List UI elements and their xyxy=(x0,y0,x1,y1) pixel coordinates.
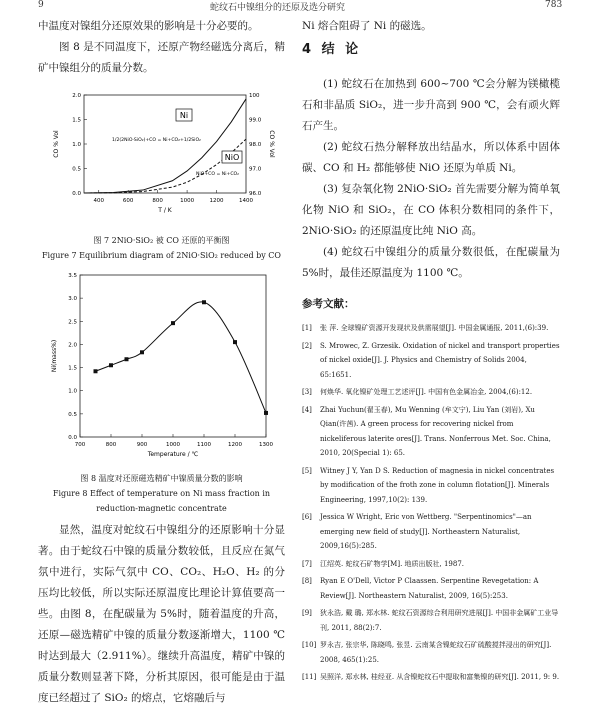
x-tick-label: 800 xyxy=(152,198,163,204)
left-para-1: 中温度对镍组分还原效果的影响是十分必要的。 xyxy=(38,20,259,32)
reference-number: [2] xyxy=(302,341,312,350)
series-line xyxy=(84,139,246,193)
reference-text: Witney J Y, Yan D S. Reduction of magnesia in nickel concentrates by modification of the froth zone in column flotation[J]. Minerals Engineering, 1997,10(2): 139. xyxy=(320,466,555,504)
x-tick-label: 1400 xyxy=(239,198,253,204)
series-line xyxy=(84,99,246,193)
reference-text: 江绍英. 蛇纹石矿物学[M]. 地质出版社, 1987. xyxy=(320,559,465,568)
reference-text: 何焕华. 氧化镍矿处理工艺述评[J]. 中国有色金属冶金, 2004,(6):12. xyxy=(320,388,533,396)
y-tick-label: 1.0 xyxy=(68,388,77,395)
references-title: 参考文献： xyxy=(302,298,355,310)
reference-item xyxy=(302,510,560,554)
reference-item xyxy=(302,638,560,667)
conclusion-3: (3) 复杂氧化物 2NiO·SiO₂ 首先需要分解为简单氧化物 NiO 和 SiO₂，在 CO 体积分数相同的条件下，2NiO·SiO₂ 的还原温度比纯 NiO 高。 xyxy=(302,183,560,237)
reference-text: 张 萍. 全球镍矿资源开发现状及供需展望[J]. 中国金属通报, 2011,(6):39. xyxy=(320,324,549,332)
reference-number: [4] xyxy=(302,405,312,414)
data-point-marker xyxy=(125,357,129,361)
data-point-marker xyxy=(171,321,175,325)
left-para-3: 显然，温度对蛇纹石中镍组分的还原影响十分显著。由于蛇纹石中镍的质量分数较低，且反应在氮气氛中进行，实际气氛中 CO、CO₂、H₂O、H₂ 的分压均比较低，所以实际还原温度比理论计算值要高一些。由图 8，在配碳量为 5%时，随着温度的升高，还原—磁选精矿中镍的质量分数逐渐增大，1100 ℃时达到最大（2.911%）。继续升高温度，精矿中镍的质量分数则显著下降，分析其原因，很可能是由于温度已经超过了 SiO₂ 的熔点，它熔融后与 xyxy=(38,524,285,704)
figure-8-chart xyxy=(38,267,285,463)
reference-number: [7] xyxy=(302,559,312,568)
header-title: 蛇纹石中镍组分的还原及选分研究 xyxy=(210,3,346,13)
series-label: 1/2(2NiO·SiO₂)+CO = Ni+CO₂+1/2SiO₂ xyxy=(112,138,201,143)
y-tick-label: 1.5 xyxy=(72,117,81,124)
reference-item xyxy=(302,339,560,383)
reference-number: [6] xyxy=(302,513,312,521)
reference-text: 狄永浩, 戴 璐, 郑水林. 蛇纹石资源综合利用研究进展[J]. 中国非金属矿工业导刊, 2011, 88(2):7. xyxy=(320,609,559,632)
x-tick-label: 400 xyxy=(93,198,104,204)
reference-number: [5] xyxy=(302,466,312,475)
figure-8-caption-en: Figure 8 Effect of temperature on Ni mass fraction in reduction-magnetic concentrate xyxy=(52,489,271,513)
figure-7-caption-cn: 图 7 2NiO·SiO₂ 被 CO 还原的平衡图 xyxy=(93,236,230,245)
reference-number: [8] xyxy=(302,577,312,585)
conclusion-4: (4) 蛇纹石中镍组分的质量分数很低，在配碳量为 5%时，最佳还原温度为 1100 ℃。 xyxy=(302,246,560,279)
data-point-marker xyxy=(202,300,206,304)
reference-text: Ryan E O'Dell, Victor P Claassen. Serpentine Revegetation: A Review[J]. Northeastern Naturalist, 2009, 16(5):253. xyxy=(320,577,539,600)
x-axis-label: Temperature / ℃ xyxy=(147,451,199,458)
x-tick-label: 1200 xyxy=(228,442,242,448)
y-tick-label: 0.0 xyxy=(72,191,81,197)
figure-7-caption-en: Figure 7 Equilibrium diagram of 2NiO·SiO₂ reduced by CO xyxy=(42,251,281,260)
header-left: 9 xyxy=(38,0,44,10)
y-tick-label: 2.0 xyxy=(72,93,81,99)
reference-text: Zhai Yuchun(翟玉春), Mu Wenning (牟文宁), Liu Yan (刘岩), Xu Qian(许茜). A green process for recovering nickel from nickeliferous laterite ores[J]. Trans. Nonferrous Met. Soc. China, 2010, 20(Special 1): 65. xyxy=(320,405,551,457)
conclusion-1: (1) 蛇纹石在加热到 600~700 ℃会分解为镁橄榄石和非晶质 SiO₂，进一步升高到 900 ℃，会有顽火辉石产生。 xyxy=(302,78,560,132)
plot-frame xyxy=(84,95,246,193)
x-tick-label: 800 xyxy=(105,442,117,448)
reference-text: 吴照洋, 郑水林, 桂经亚. 从含镍蛇纹石中提取和富集镍的研究[J]. 2011, 9: 9. xyxy=(320,673,560,681)
plot-frame xyxy=(80,275,266,437)
y-right-tick-label: 100 xyxy=(249,93,260,99)
x-tick-label: 600 xyxy=(122,198,134,204)
x-tick-label: 1100 xyxy=(197,442,211,448)
series-line xyxy=(96,302,267,413)
reference-item xyxy=(302,606,560,635)
right-para-0: Ni 熔合阻碍了 Ni 的磁选。 xyxy=(302,20,432,32)
y-tick-label: 0.5 xyxy=(72,166,81,173)
y-tick-label: 3.5 xyxy=(68,273,77,279)
reference-list xyxy=(302,321,560,685)
y-tick-label: 2.0 xyxy=(68,342,77,349)
figure-8 xyxy=(38,267,285,516)
y-right-tick-label: 99.0 xyxy=(249,117,262,124)
reference-item xyxy=(302,557,560,572)
y-tick-label: 0.5 xyxy=(68,411,77,418)
page-number: 783 xyxy=(545,0,563,10)
reference-number: [3] xyxy=(302,388,312,396)
series-label: NiO+CO = Ni+CO₂ xyxy=(196,172,239,177)
left-column xyxy=(38,16,285,709)
left-para-2: 图 8 是不同温度下，还原产物经磁选分离后，精矿中镍组分的质量分数。 xyxy=(38,41,285,74)
data-point-marker xyxy=(264,411,268,415)
y-axis-label: Ni(mass%) xyxy=(51,339,58,373)
y-right-tick-label: 97.0 xyxy=(249,166,262,173)
reference-item xyxy=(302,464,560,508)
figure-7 xyxy=(38,85,285,263)
x-tick-label: 1000 xyxy=(180,198,195,204)
reference-number: [11] xyxy=(302,673,317,681)
y-tick-label: 1.0 xyxy=(72,142,81,148)
x-tick-label: 1200 xyxy=(209,198,224,204)
y-tick-label: 3.0 xyxy=(68,296,77,303)
reference-text: S. Mrowec, Z. Grzesik. Oxidation of nickel and transport properties of nickel oxide[J]. J. Physics and Chemistry of Solids 2004, 65:1651. xyxy=(320,341,560,379)
figure-7-chart xyxy=(38,85,285,225)
reference-number: [1] xyxy=(302,324,312,332)
data-point-marker xyxy=(94,369,98,373)
x-tick-label: 1300 xyxy=(259,442,273,448)
data-point-marker xyxy=(140,350,144,354)
reference-item xyxy=(302,321,560,336)
reference-item xyxy=(302,574,560,603)
conclusion-2: (2) 蛇纹石热分解释放出结晶水，所以体系中固体碳、CO 和 H₂ 都能够使 NiO 还原为单质 Ni。 xyxy=(302,141,560,174)
data-point-marker xyxy=(109,363,113,367)
y-tick-label: 0.0 xyxy=(68,435,77,441)
x-tick-label: 700 xyxy=(74,442,86,448)
reference-text: Jessica W Wright, Eric von Wettberg. "Serpentinomics"—an emerging new field of study[J]. Northeastern Naturalist, 2009,16(5):285. xyxy=(320,513,532,550)
y-right-tick-label: 96.0 xyxy=(249,191,262,197)
right-column xyxy=(302,16,560,688)
reference-item xyxy=(302,403,560,461)
y-axis-label-right: CO % Vol xyxy=(268,130,275,158)
y-axis-label: CO % Vol xyxy=(53,130,60,158)
y-tick-label: 1.5 xyxy=(68,365,77,372)
reference-text: 罗永吉, 张宗华, 陈晓鸣, 张昱. 云南某含镍蛇纹石矿硫酸搅拌浸出的研究[J]. 2008, 465(1):25. xyxy=(320,641,552,664)
figure-8-caption-cn: 图 8 温度对还原磁选精矿中镍质量分数的影响 xyxy=(80,474,243,483)
data-point-marker xyxy=(233,340,237,344)
section-heading-conclusion: 4 结 论 xyxy=(302,42,362,57)
reference-number: [10] xyxy=(302,641,317,649)
reference-item xyxy=(302,670,560,685)
y-right-tick-label: 98.0 xyxy=(249,142,262,148)
region-label-nio: NiO xyxy=(224,153,240,162)
reference-number: [9] xyxy=(302,609,312,617)
x-tick-label: 1000 xyxy=(166,442,180,448)
region-label-ni: Ni xyxy=(179,111,189,120)
y-tick-label: 2.5 xyxy=(68,319,77,326)
x-axis-label: T / K xyxy=(158,207,172,214)
running-header xyxy=(0,0,595,14)
reference-item xyxy=(302,385,560,400)
x-tick-label: 900 xyxy=(136,442,148,448)
